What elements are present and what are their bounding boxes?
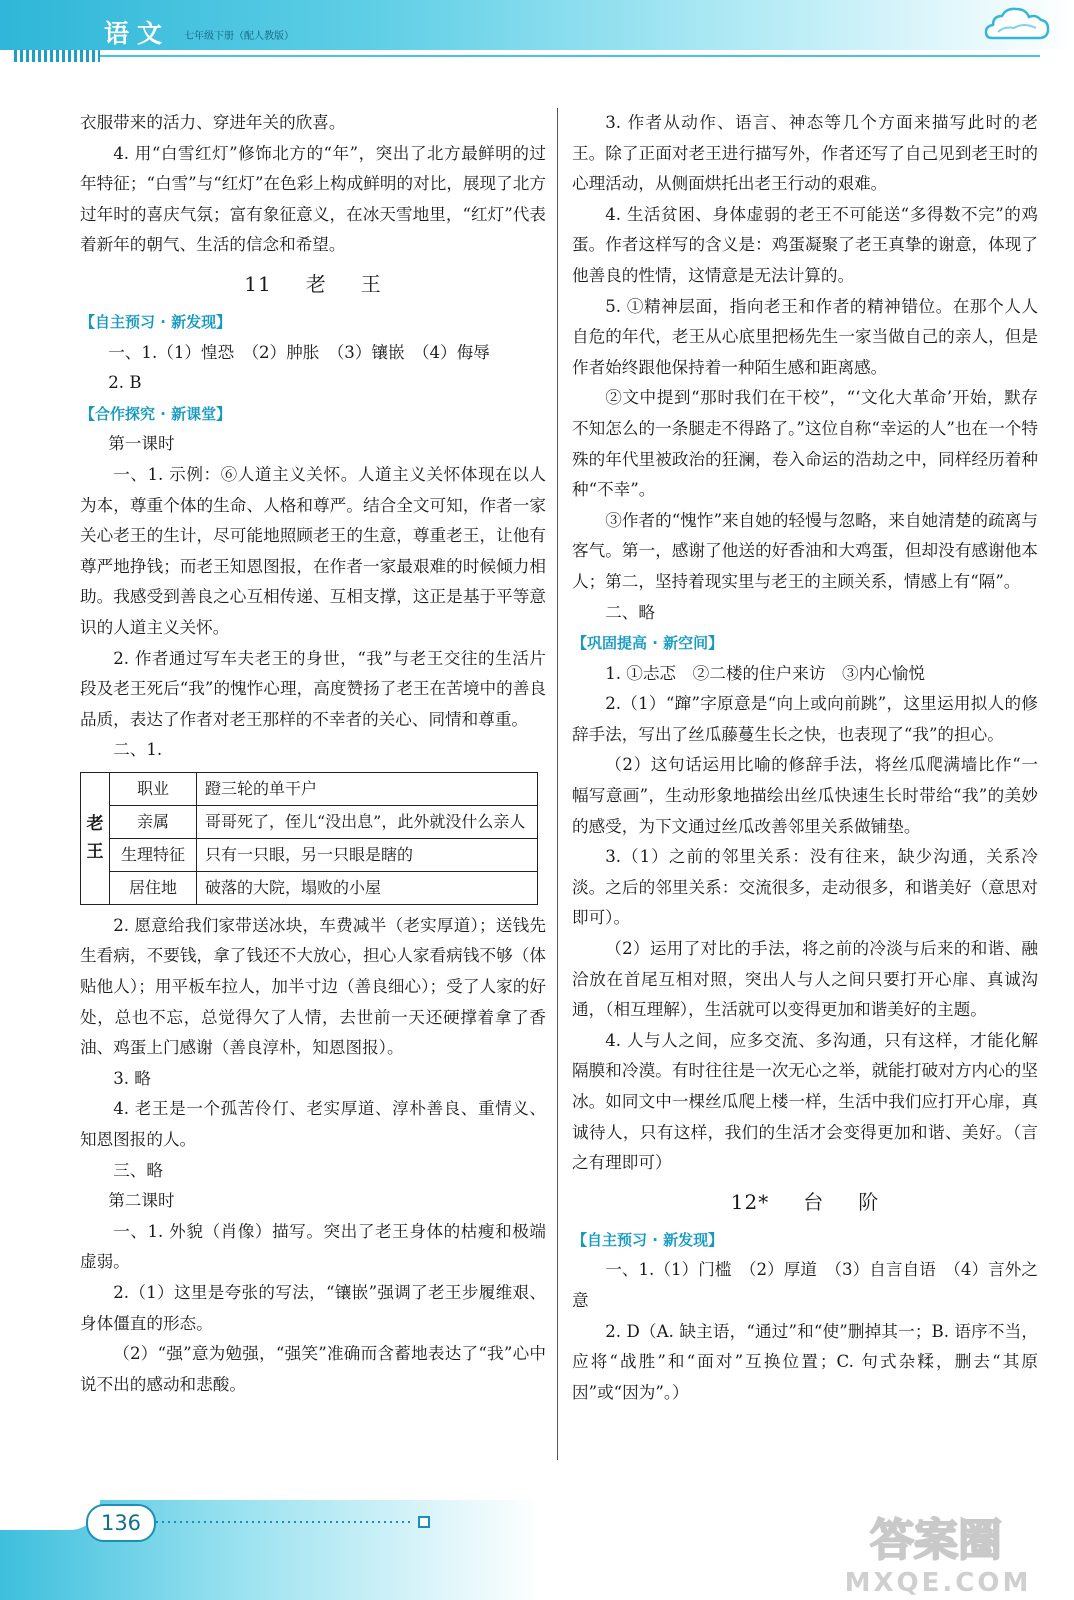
table-row (81, 838, 538, 871)
cloud-icon (984, 4, 1050, 42)
left-column (80, 108, 546, 1400)
section-title-12 (572, 1187, 1038, 1217)
paragraph: 一、1. 外貌（肖像）描写。突出了老王身体的枯瘦和极端虚弱。 (80, 1221, 546, 1272)
section-number: 12* (730, 1189, 770, 1214)
section-title-char: 台 (803, 1189, 825, 1214)
section-title-11 (80, 269, 546, 299)
table-row (81, 805, 538, 838)
section-title-char: 阶 (858, 1189, 880, 1214)
watermark-logo (826, 1505, 1056, 1597)
table-key: 居住地 (110, 871, 197, 904)
paragraph: 5. ①精神层面，指向老王和作者的精神错位。在那个人人自危的年代，老王从心底里把杨先生一家当做自己的亲人，但是作者始终跟他保持着一种陌生感和距离感。 (572, 296, 1038, 377)
paragraph: 3.（1）之前的邻里关系：没有往来，缺少沟通，关系冷淡。之后的邻里关系：交流很多，走动很多，和谐美好（意思对即可）。 (572, 847, 1038, 928)
section-title-char: 老 (305, 271, 327, 296)
header-tick-marks (14, 50, 100, 62)
section-number: 11 (244, 271, 272, 296)
paragraph: 4. 老王是一个孤苦伶仃、老实厚道、淳朴善良、重情义、知恩图报的人。 (80, 1099, 546, 1150)
table-row (81, 772, 538, 805)
paragraph: 2.（1）这里是夸张的写法，“镶嵌”强调了老王步履维艰、身体僵直的形态。 (80, 1283, 546, 1333)
paragraph: ②文中提到“那时我们在干校”，“‘文化大革命’开始，默存不知怎么的一条腿走不得路了。”这位自称“幸运的人”也在一个特殊的年代里被政治的狂澜，卷入命运的浩劫之中，同样经历着种种“不幸”。 (572, 388, 1038, 500)
paragraph: （2）运用了对比的手法，将之前的冷淡与后来的和谐、融洽放在首尾互相对照，突出人与人之间只要打开心扉、真诚沟通，（相互理解），生活就可以变得更加和谐美好的主题。 (572, 939, 1038, 1020)
footer-square-icon (418, 1516, 430, 1528)
table-value: 只有一只眼，另一只眼是瞎的 (197, 838, 538, 871)
section-tag: 【合作探究 · 新课堂】 (80, 404, 232, 423)
paragraph: 三、略 (113, 1160, 163, 1180)
lao-wang-info-table (80, 772, 538, 905)
paragraph: 一、1.（1）门槛 （2）厚道 （3）自言自语 （4）言外之意 (572, 1260, 1038, 1310)
watermark-text: 答案圈 (870, 1515, 1002, 1566)
paragraph: 2.（1）“蹿”字原意是“向上或向前跳”，这里运用拟人的修辞手法，写出了丝瓜藤蔓生长之快，也表现了“我”的担心。 (572, 694, 1038, 744)
paragraph: （2）“强”意为勉强，“强笑”准确而含蓄地表达了“我”心中说不出的感动和悲酸。 (80, 1344, 546, 1394)
paragraph: 一、1. 示例：⑥人道主义关怀。人道主义关怀体现在以人为本，尊重个体的生命、人格和尊严。结合全文可知，作者一家关心老王的生计，尽可能地照顾老王的生意，尊重老王，让他有尊严地挣钱；而老王知恩图报，在作者一家最艰难的时候倾力相助。我感受到善良之心互相传递、互相支撑，这正是基于平等意识的人道主义关怀。 (80, 464, 546, 637)
paragraph: 2. D（A. 缺主语，“通过”和“使”删掉其一；B. 语序不当，应将“战胜”和“面对”互换位置；C. 句式杂糅，删去“其原因”或“因为”。） (572, 1321, 1038, 1402)
table-main-label: 老王 (81, 772, 110, 904)
table-value: 破落的大院，塌败的小屋 (197, 871, 538, 904)
right-column (572, 108, 1038, 1408)
paragraph: 3. 作者从动作、语言、神态等几个方面来描写此时的老王。除了正面对老王进行描写外，作者还写了自己见到老王时的心理活动，从侧面烘托出老王行动的艰难。 (572, 113, 1038, 194)
paragraph: 2. 作者通过写车夫老王的身世，“我”与老王交往的生活片段及老王死后“我”的愧怍心理，高度赞扬了老王在苦境中的善良品质，表达了作者对老王那样的不幸者的关心、同情和尊重。 (80, 648, 546, 729)
lesson-label: 第一课时 (108, 434, 175, 454)
column-divider (557, 108, 558, 1460)
footer-dotted-line (156, 1521, 414, 1523)
paragraph: 4. 人与人之间，应多交流、多沟通，只有这样，才能化解隔膜和冷漠。有时往往是一次无心之举，就能打破对方内心的坚冰。如同文中一棵丝瓜爬上楼一样，生活中我们应打开心扉，真诚待人，只有这样，我们的生活才会变得更加和谐、美好。（言之有理即可） (572, 1030, 1038, 1173)
table-key: 职业 (110, 772, 197, 805)
section-title-char: 王 (360, 271, 382, 296)
paragraph: 2. B (108, 373, 142, 393)
paragraph: 4. 用“白雪红灯”修饰北方的“年”，突出了北方最鲜明的过年特征；“白雪”与“红灯”在色彩上构成鲜明的对比，展现了北方过年时的喜庆气氛；富有象征意义，在冰天雪地里，“红灯”代表着新年的朝气、生活的信念和希望。 (80, 143, 546, 255)
paragraph: 二、略 (605, 602, 655, 622)
table-value: 哥哥死了，侄儿“没出息”，此外就没什么亲人 (197, 805, 538, 838)
paragraph: 1. ①忐忑 ②二楼的住户来访 ③内心愉悦 (605, 663, 925, 683)
section-tag: 【巩固提高 · 新空间】 (572, 634, 724, 653)
paragraph: 一、1.（1）惶恐 （2）肿胀 （3）镶嵌 （4）侮辱 (108, 342, 490, 362)
paragraph: ③作者的“愧怍”来自她的轻慢与忽略，来自她清楚的疏离与客气。第一，感谢了他送的好香油和大鸡蛋，但却没有感谢他本人；第二，坚持着现实里与老王的主顾关系，情感上有“隔”。 (572, 510, 1038, 591)
grade-label: 七年级下册（配人教版） (184, 31, 294, 42)
lesson-label: 第二课时 (108, 1191, 175, 1211)
page-number: 136 (86, 1504, 156, 1542)
paragraph: （2）这句话运用比喻的修辞手法，将丝瓜爬满墙比作“一幅写意画”，生动形象地描绘出丝瓜快速生长时带给“我”的美妙的感受，为下文通过丝瓜改善邻里关系做铺垫。 (572, 755, 1038, 836)
subject-title: 语文 (104, 19, 171, 48)
paragraph: 衣服带来的活力、穿进年关的欣喜。 (80, 113, 346, 132)
table-key: 亲属 (110, 805, 197, 838)
section-tag: 【自主预习 · 新发现】 (572, 1230, 724, 1249)
header-rule (100, 55, 1040, 57)
paragraph: 4. 生活贫困、身体虚弱的老王不可能送“多得数不完”的鸡蛋。作者这样写的含义是：鸡蛋凝聚了老王真挚的谢意，体现了他善良的性情，这情意是无法计算的。 (572, 204, 1038, 285)
table-value: 蹬三轮的单干户 (197, 772, 538, 805)
paragraph: 二、1. (113, 740, 163, 760)
section-tag: 【自主预习 · 新发现】 (80, 312, 232, 331)
table-key: 生理特征 (110, 838, 197, 871)
paragraph: 3. 略 (113, 1068, 151, 1088)
watermark-url: MXQE.COM (844, 1568, 1032, 1597)
paragraph: 2. 愿意给我们家带送冰块，车费减半（老实厚道）；送钱先生看病，不要钱，拿了钱还不大放心，担心人家看病钱不够（体贴他人）；用平板车拉人，加半寸边（善良细心）；受了人家的好处，总也不忘，总觉得欠了人情，去世前一天还硬撑着拿了香油、鸡蛋上门感谢（善良淳朴，知恩图报）。 (80, 915, 546, 1058)
table-row (81, 871, 538, 904)
footer-band-cut (0, 1500, 100, 1530)
